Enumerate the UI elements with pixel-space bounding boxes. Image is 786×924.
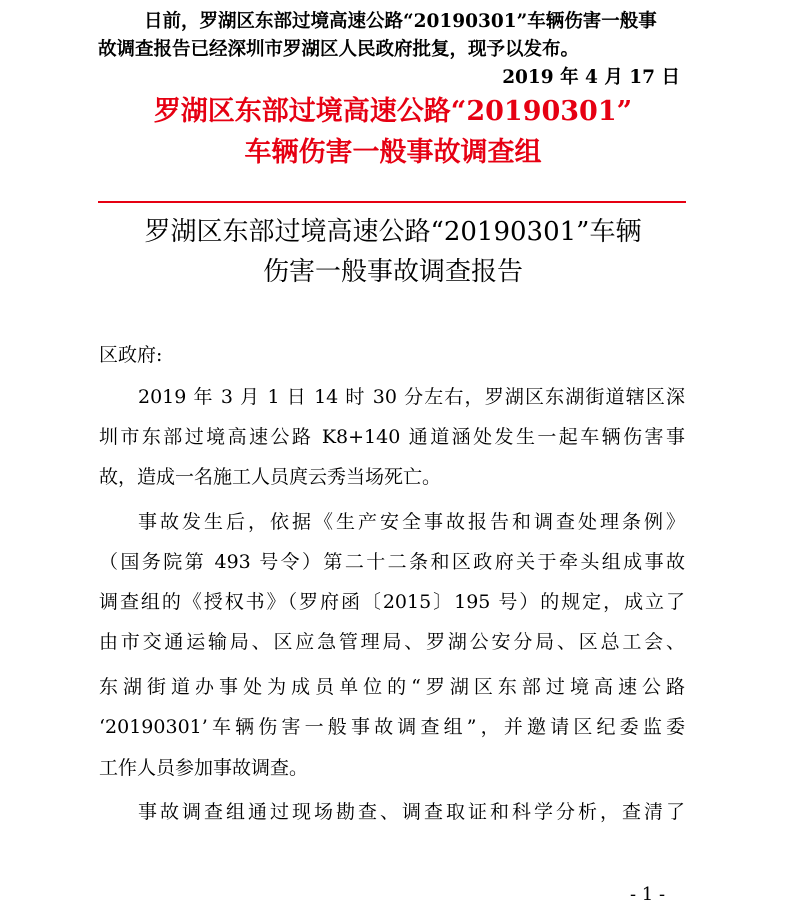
group-name-line-1: 罗湖区东部过境高速公路“20190301” [153,96,633,127]
notice-line-2: 故调查报告已经深圳市罗湖区人民政府批复，现予以发布。 [98,39,580,60]
report-title-line-2: 伤害一般事故调查报告 [262,257,523,287]
paragraph-1-line-3: 故，造成一名施工人员庹云秀当场死亡。 [99,466,442,488]
paragraph-3-line-1: 事故调查组通过现场勘查、调查取证和科学分析，查清了 [138,801,685,823]
paragraph-2-line-6: ‘20190301’车辆伤害一般事故调查组”，并邀请区纪委监委 [99,716,685,738]
salutation: 区政府: [99,344,163,366]
report-title-line-1: 罗湖区东部过境高速公路“20190301”车辆 [144,217,642,247]
paragraph-2-line-3: 调查组的《授权书》（罗府函〔2015〕195 号）的规定，成立了 [99,591,685,613]
paragraph-2-line-2: （国务院第 493 号令）第二十二条和区政府关于牵头组成事故 [99,551,685,573]
paragraph-1-line-2: 圳市东部过境高速公路 K8+140 通道涵处发生一起车辆伤害事 [99,426,685,448]
page-number: - 1 - [630,884,666,905]
paragraph-1-line-1: 2019 年 3 月 1 日 14 时 30 分左右，罗湖区东湖街道辖区深 [138,386,685,408]
paragraph-2-line-1: 事故发生后，依据《生产安全事故报告和调查处理条例》 [138,511,685,533]
notice-date: 2019 年 4 月 17 日 [502,67,680,88]
notice-line-1: 日前，罗湖区东部过境高速公路“20190301”车辆伤害一般事 [144,11,657,32]
paragraph-2-line-4: 由市交通运输局、区应急管理局、罗湖公安分局、区总工会、 [99,631,685,653]
group-name-line-2: 车辆伤害一般事故调查组 [244,137,542,168]
paragraph-2-line-7: 工作人员参加事故调查。 [99,757,309,779]
paragraph-2-line-5: 东湖街道办事处为成员单位的“罗湖区东部过境高速公路 [99,676,685,698]
red-divider [98,201,686,203]
